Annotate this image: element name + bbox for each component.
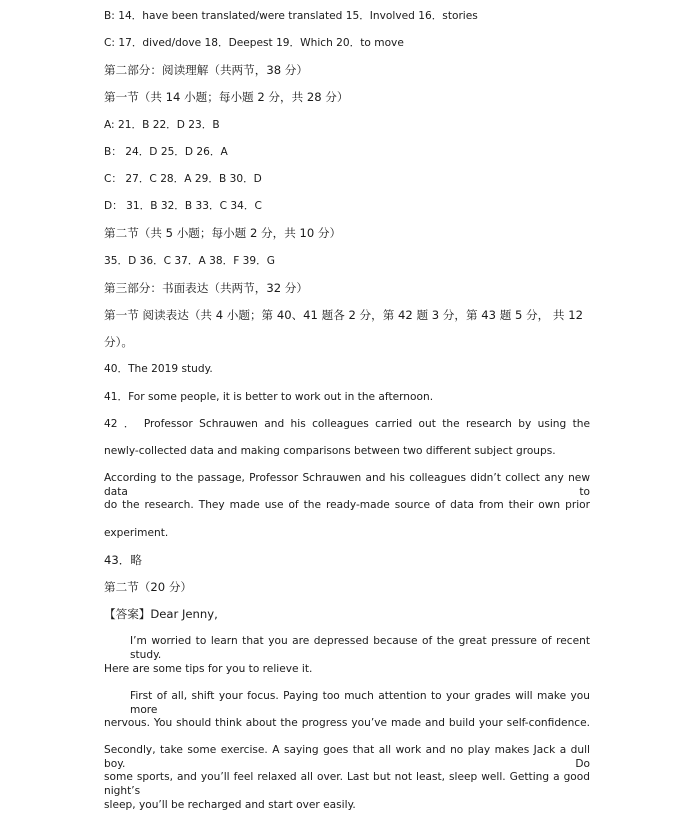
- essay-paragraph-2-line-4: some sports, and you’ll feel relaxed all over. Last but not least, sleep well. Getting a good night’s: [104, 771, 590, 797]
- section-heading-part2: 第二部分：阅读理解（共两节，38 分）: [104, 63, 308, 77]
- essay-paragraph-2: First of all, shift your focus. Paying too much attention to your grades will make you more: [130, 690, 590, 716]
- essay-paragraph-2-line-2: nervous. You should think about the progress you’ve made and build your self-confidence.: [104, 717, 590, 729]
- section-heading-part3: 第三部分：书面表达（共两节，32 分）: [104, 281, 308, 295]
- answer-line-d-31-34: D： 31．B 32．B 33．C 34．C: [104, 200, 262, 212]
- answer-line-43: 43．略: [104, 553, 142, 567]
- subsection-heading-part2-1: 第一节（共 14 小题；每小题 2 分，共 28 分）: [104, 90, 349, 104]
- subsection-heading-part3-2: 第二节（20 分）: [104, 580, 193, 594]
- essay-greeting: 【答案】Dear Jenny,: [104, 607, 218, 621]
- essay-paragraph-2-line-3: Secondly, take some exercise. A saying goes that all work and no play makes Jack a dull boy. Do: [104, 744, 590, 770]
- answer-line-42-cont: newly-collected data and making comparisons between two different subject groups.: [104, 445, 556, 457]
- answer-line-42-note-end: experiment.: [104, 527, 169, 539]
- answer-line-42-note-cont: do the research. They made use of the ready-made source of data from their own prior: [104, 499, 590, 511]
- answer-line-41: 41．For some people, it is better to work out in the afternoon.: [104, 391, 434, 403]
- subsection-heading-part2-2: 第二节（共 5 小题；每小题 2 分，共 10 分）: [104, 226, 342, 240]
- answer-line-b-24-26: B： 24．D 25．D 26．A: [104, 146, 228, 158]
- answer-line-b-14-16: B: 14．have been translated/were translated 15．Involved 16．stories: [104, 10, 478, 22]
- answer-line-c-27-30: C： 27．C 28．A 29．B 30．D: [104, 173, 262, 185]
- answer-line-42-note: According to the passage, Professor Schrauwen and his colleagues didn’t collect any new data to: [104, 472, 590, 498]
- answer-line-c-17-20: C: 17．dived/dove 18．Deepest 19．Which 20．to move: [104, 37, 404, 49]
- subsection-heading-part3-1: 第一节 阅读表达（共 4 小题；第 40、41 题各 2 分，第 42 题 3 分，第 43 题 5 分， 共 12: [104, 308, 583, 322]
- essay-paragraph-1: I’m worried to learn that you are depressed because of the great pressure of recent study.: [130, 635, 590, 661]
- answer-line-40: 40．The 2019 study.: [104, 363, 213, 375]
- essay-paragraph-1-end: Here are some tips for you to relieve it.: [104, 663, 313, 675]
- answer-line-42: 42 ． Professor Schrauwen and his colleagues carried out the research by using the: [104, 418, 590, 430]
- essay-paragraph-2-line-5: sleep, you’ll be recharged and start over easily.: [104, 799, 356, 811]
- answer-line-a-21-23: A: 21．B 22．D 23．B: [104, 119, 220, 131]
- answer-line-35-39: 35．D 36．C 37．A 38．F 39．G: [104, 255, 275, 267]
- subsection-heading-part3-1-cont: 分）。: [104, 335, 133, 349]
